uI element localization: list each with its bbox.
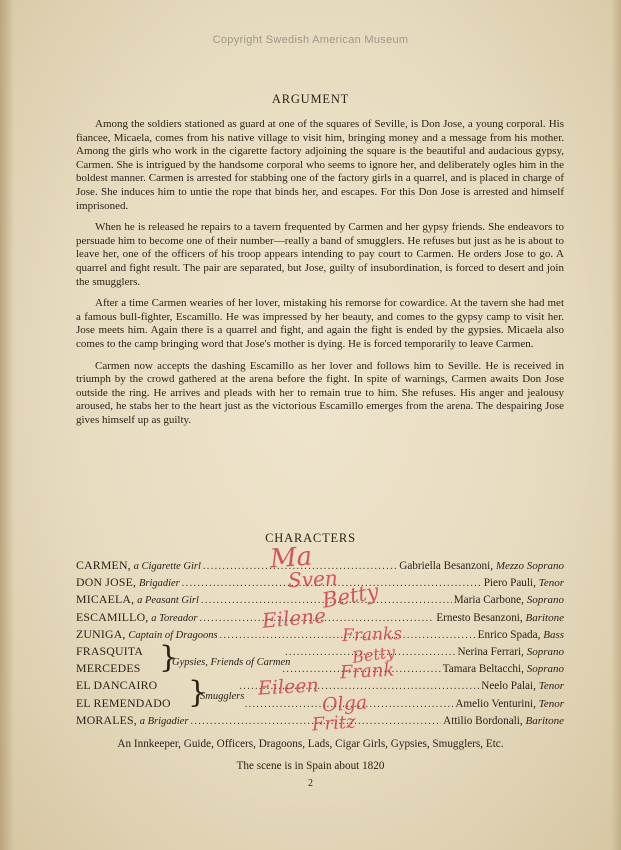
cast-row-don-jose xyxy=(76,574,564,591)
argument-paragraph: Carmen now accepts the dashing Escamillo as her lover and follows him to Seville. He is received in triumph by the crowd gathered at the arena before the fight. In spite of warnings, Carmen awaits Don Jose outside the ring. He arrives and pleads with her to remain true to him. She refuses. His anger and jealousy aroused, he stabs her to the heart just as the victorious Escamillo emerges from the arena. The despairing Jose gives himself up as guilty. xyxy=(76,359,564,426)
role-name: EL REMENDADO xyxy=(76,695,171,710)
role-description: a Peasant Girl xyxy=(137,595,199,607)
leader-dots xyxy=(285,644,455,661)
voice-type: Mezzo Soprano xyxy=(495,560,564,572)
voice-type: Soprano xyxy=(526,645,564,658)
leader-dots xyxy=(201,592,452,609)
voice-type: Tenor xyxy=(538,577,564,590)
leader-dots xyxy=(220,627,476,644)
voice-type: Baritone xyxy=(525,714,564,727)
singer-name: Tamara Beltacchi, xyxy=(442,663,524,676)
smugglers-brace: } xyxy=(188,675,208,710)
gypsies-brace: } xyxy=(159,640,179,675)
ensemble-line: An Innkeeper, Guide, Officers, Dragoons, Lads, Cigar Girls, Gypsies, Smugglers, Etc. xyxy=(117,738,504,750)
argument-paragraph: When he is released he repairs to a tavern frequented by Carmen and her gypsy friends. She endeavors to persuade him to become one of their number—really a band of smugglers. He refuses but just as he is about to leave her, one of the officers of his troop appears intending to pay court to Carmen. He orders Jose to go. A quarrel and fight result. The pair are separated, but Jose, guilty of insubordination, is forced to desert and join the smugglers. xyxy=(76,221,564,288)
cast-row-el-remendado xyxy=(76,695,564,712)
leader-dots xyxy=(190,713,441,730)
cast-row-el-dancairo xyxy=(76,677,564,694)
cast-row-carmen xyxy=(76,557,564,574)
role-name: MICAELA, xyxy=(76,592,135,607)
role-name: EL DANCAIRO xyxy=(76,678,158,693)
handwritten-note: Eilene xyxy=(261,603,327,633)
argument-paragraph: After a time Carmen wearies of her lover, mistaking his remorse for cowardice. At the tavern she had met a famous bull-fighter, Escamillo. He was impressed by her beauty, and comes to the gypsy camp to visit her. Jose meets him. Again there is a quarrel and fight, and again the fight is ended by the gypsies. Micaela also comes to the camp bringing word that Jose's mother is dying. He is forced temporarily to leave Carmen. xyxy=(76,297,564,350)
argument-text xyxy=(76,118,564,435)
voice-type: Bass xyxy=(543,628,564,641)
role-name: CARMEN, xyxy=(76,558,131,572)
handwritten-note: Olga xyxy=(321,691,368,717)
role-name: ESCAMILLO, xyxy=(76,609,149,624)
singer-name: Ernesto Besanzoni, xyxy=(436,611,523,624)
singer-name: Gabriella Besanzoni, xyxy=(399,560,494,572)
singer-name: Piero Pauli, xyxy=(483,577,536,590)
leader-dots xyxy=(182,575,482,592)
cast-row-frasquita xyxy=(76,643,564,660)
singer-name: Attilio Bordonali, xyxy=(443,714,523,727)
role-name: FRASQUITA xyxy=(76,643,144,658)
handwritten-note: Sven xyxy=(287,565,339,593)
role-name: DON JOSE, xyxy=(76,575,137,590)
leader-dots xyxy=(245,696,454,713)
singer-name: Nerina Ferrari, xyxy=(457,645,524,658)
cast-row-mercedes xyxy=(76,660,564,677)
cast-row-micaela xyxy=(76,591,564,608)
leader-dots xyxy=(203,558,397,575)
argument-heading: ARGUMENT xyxy=(271,92,350,106)
voice-type: Tenor xyxy=(538,697,564,710)
leader-dots xyxy=(199,610,434,627)
voice-type: Tenor xyxy=(538,680,564,693)
page-number: 2 xyxy=(308,778,313,789)
role-description: a Brigadier xyxy=(139,715,189,727)
leader-dots xyxy=(283,661,441,678)
voice-type: Soprano xyxy=(526,663,564,676)
cast-row-escamillo xyxy=(76,609,564,626)
handwritten-note: Betty xyxy=(320,579,381,613)
handwritten-note: Franks xyxy=(341,623,403,647)
singer-name: Neelo Palai, xyxy=(481,680,536,693)
cast-row-zuniga xyxy=(76,626,564,643)
role-description: a Toreador xyxy=(151,612,198,624)
role-name: MERCEDES xyxy=(76,661,141,676)
singer-name: Enrico Spada, xyxy=(477,628,541,641)
argument-paragraph: Among the soldiers stationed as guard at one of the squares of Seville, is Don Jose, a young corporal. His fiancee, Micaela, comes from his native village to visit him, bringing money and a message from his mother. Among the girls who work in the cigarette factory adjoining the square is the beautiful and audacious gypsy, Carmen. She is intrigued by the handsome corporal who seems to ignore her, and deliberately ogles him in the boldest manner. Carmen is arrested for stabbing one of the factory girls in a quarrel, and is placed in charge of Jose. She induces him to untie the rope that binds her, and escapes. For this Don Jose is arrested and himself imprisoned. xyxy=(76,118,564,212)
voice-type: Soprano xyxy=(526,594,564,607)
gypsies-group-label: Gypsies, Friends of Carmen xyxy=(172,657,291,668)
scene-line: The scene is in Spain about 1820 xyxy=(236,760,385,772)
cast-row-morales xyxy=(76,712,564,729)
singer-name: Maria Carbone, xyxy=(453,594,524,607)
singer-name: Amelio Venturini, xyxy=(455,697,536,710)
role-name: ZUNIGA, xyxy=(76,626,126,641)
role-description: Captain of Dragoons xyxy=(128,629,218,641)
handwritten-note: Betty xyxy=(350,642,397,667)
role-name: MORALES, xyxy=(76,712,137,727)
handwritten-note: Frank xyxy=(339,659,395,684)
role-description: a Cigarette Girl xyxy=(133,561,201,572)
characters-heading: CHARACTERS xyxy=(265,531,356,545)
cast-list xyxy=(76,557,564,729)
handwritten-note: Ma xyxy=(269,541,314,575)
copyright-watermark: Copyright Swedish American Museum xyxy=(212,34,409,46)
voice-type: Baritone xyxy=(525,611,564,624)
smugglers-group-label: Smugglers xyxy=(200,691,245,702)
handwritten-note: Eileen xyxy=(257,674,320,700)
leader-dots xyxy=(239,678,479,695)
role-description: Brigadier xyxy=(138,578,180,590)
handwritten-note: Fritz xyxy=(311,711,357,736)
